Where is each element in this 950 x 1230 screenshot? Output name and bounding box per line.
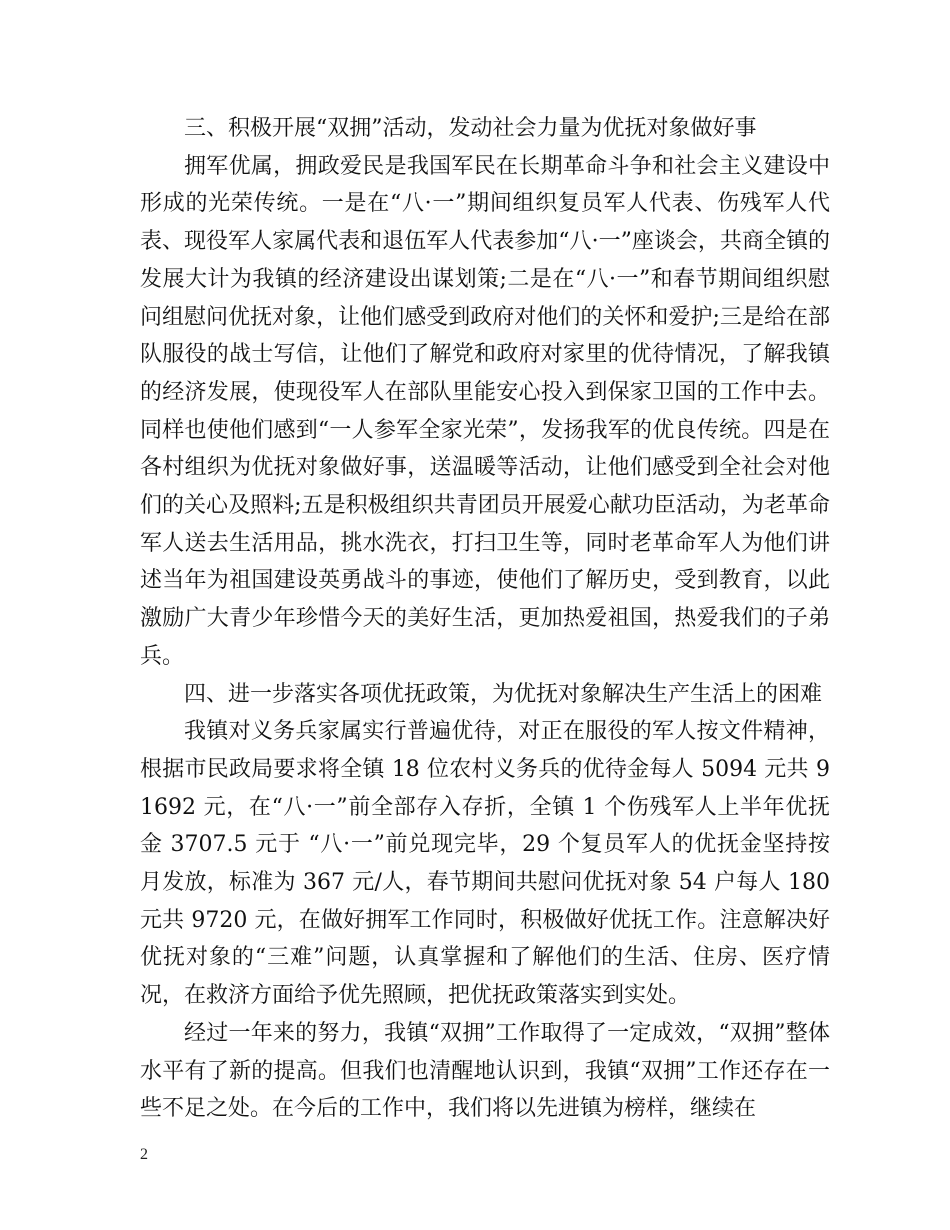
paragraph: 我镇对义务兵家属实行普遍优待，对正在服役的军人按文件精神，根据市民政局要求将全镇 18 位农村义务兵的优待金每人 5094 元共 91692 元，在“八·一”前全部存入存折，全镇 1 个伤残军人上半年优抚金 3707.5 元于 “八·一”前兑现完毕，29 个复员军人的优抚金坚持按月发放，标准为 367 元/人，春节期间共慰问优抚对象 54 户每人 180 元共 9720 元，在做好拥军工作同时，积极做好优抚工作。注意解决好优抚对象的“三难”问题，认真掌握和了解他们的生活、住房、医疗情况，在救济方面给予优先照顾，把优抚政策落实到实处。 bbox=[140, 719, 830, 1009]
page-number: 2 bbox=[140, 1146, 148, 1163]
section-heading-4: 四、进一步落实各项优抚政策，为优抚对象解决生产生活上的困难 bbox=[184, 681, 823, 707]
paragraph: 拥军优属，拥政爱民是我国军民在长期革命斗争和社会主义建设中形成的光荣传统。一是在“八·一”期间组织复员军人代表、伤残军人代表、现役军人家属代表和退伍军人代表参加“八·一”座谈会，共商全镇的发展大计为我镇的经济建设出谋划策;二是在“八·一”和春节期间组织慰问组慰问优抚对象，让他们感受到政府对他们的关怀和爱护;三是给在部队服役的战士写信，让他们了解党和政府对家里的优待情况，了解我镇的经济发展，使现役军人在部队里能安心投入到保家卫国的工作中去。同样也使他们感到“一人参军全家光荣”，发扬我军的优良传统。四是在各村组织为优抚对象做好事，送温暖等活动，让他们感受到全社会对他们的关心及照料;五是积极组织共青团员开展爱心献功臣活动，为老革命军人送去生活用品，挑水洗衣，打扫卫生等，同时老革命军人为他们讲述当年为祖国建设英勇战斗的事迹，使他们了解历史，受到教育，以此激励广大青少年珍惜今天的美好生活，更加热爱祖国，热爱我们的子弟兵。 bbox=[140, 153, 830, 669]
paragraph: 经过一年来的努力，我镇“双拥”工作取得了一定成效，“双拥”整体水平有了新的提高。但我们也清醒地认识到，我镇“双拥”工作还存在一些不足之处。在今后的工作中，我们将以先进镇为榜样，继续在 bbox=[140, 1020, 830, 1122]
document-body bbox=[140, 110, 830, 1128]
section-heading-3: 三、积极开展“双拥”活动，发动社会力量为优抚对象做好事 bbox=[184, 116, 757, 141]
